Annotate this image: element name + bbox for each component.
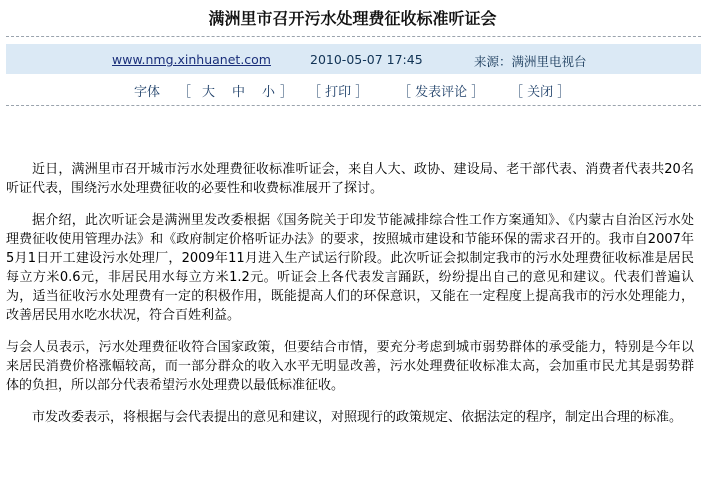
font-size-bracket-open: ［ — [178, 85, 192, 100]
close-button[interactable]: ［ 关闭 ］ — [510, 85, 571, 100]
print-button[interactable]: ［ 打印 ］ — [308, 85, 369, 100]
font-size-medium-button[interactable]: 中 — [232, 85, 246, 100]
font-size-label: 字体 — [134, 85, 161, 100]
article-paragraph: 据介绍，此次听证会是满洲里发改委根据《国务院关于印发节能减排综合性工作方案通知》、《内蒙古自治区污水处理费征收使用管理办法》和《政府制定价格听证办法》的要求，按照城市建设和节能环保的需求召开的。我市自2007年5月1日开工建设污水处理厂，2009年11月进入生产试运行阶段。此次听证会拟制定我市的污水处理费征收标准是居民每立方米0.6元，非居民用水每立方米1.2元。听证会上各代表发言踊跃，纷纷提出自己的意见和建议。代表们普遍认为，适当征收污水处理费有一定的积极作用，既能提高人们的环保意识，又能在一定程度上提高我市的污水处理能力，改善居民用水吃水状况，符合百姓利益。 — [6, 213, 694, 323]
article-body — [6, 160, 694, 440]
article-paragraph: 与会人员表示，污水处理费征收符合国家政策，但要结合市情，要充分考虑到城市弱势群体的承受能力，特别是今年以来居民消费价格涨幅较高，而一部分群众的收入水平无明显改善，污水处理费征收标准太高，会加重市民尤其是弱势群体的负担，所以部分代表希望污水处理费以最低标准征收。 — [6, 340, 694, 393]
article-paragraph: 近日，满洲里市召开城市污水处理费征收标准听证会，来自人大、政协、建设局、老干部代表、消费者代表共20名听证代表，围绕污水处理费征收的必要性和收费标准展开了探讨。 — [6, 162, 694, 196]
source-url-link[interactable]: www.nmg.xinhuanet.com — [112, 52, 271, 67]
article-toolbar — [6, 78, 701, 100]
font-size-small-button[interactable]: 小 — [262, 85, 276, 100]
font-size-large-button[interactable]: 大 — [202, 85, 216, 100]
post-comment-button[interactable]: ［ 发表评论 ］ — [398, 85, 485, 100]
publish-datetime: 2010-05-07 17:45 — [310, 52, 423, 67]
article-title: 满洲里市召开污水处理费征收标准听证会 — [208, 9, 497, 28]
article-meta-bar — [6, 44, 701, 74]
top-divider — [6, 36, 701, 37]
article-paragraph: 市发改委表示，将根据与会代表提出的意见和建议，对照现行的政策规定、依据法定的程序，制定出合理的标准。 — [32, 410, 683, 425]
article-source: 来源：满洲里电视台 — [474, 54, 587, 69]
bottom-divider — [6, 105, 701, 106]
font-size-bracket-close: ］ — [280, 85, 294, 100]
